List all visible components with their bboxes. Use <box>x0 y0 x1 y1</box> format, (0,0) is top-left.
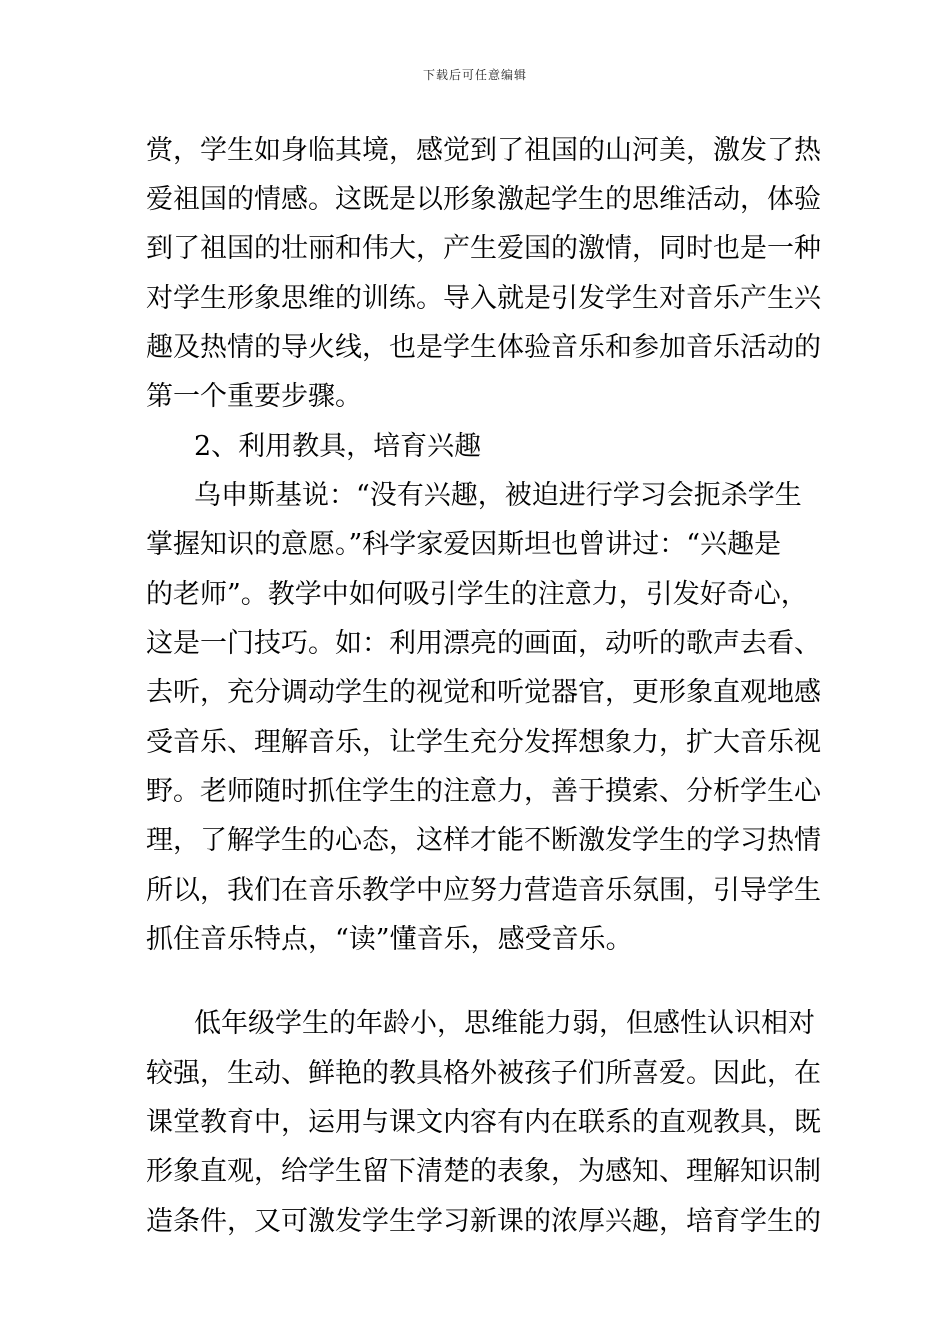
text-line: 去听，充分调动学生的视觉和听觉器官，更形象直观地感 <box>146 677 821 708</box>
text-line: 掌握知识的意愿。”科学家爱因斯坦也曾讲过：“兴趣是 <box>146 529 782 560</box>
text-line: 赏，学生如身临其境，感觉到了祖国的山河美，激发了热 <box>146 135 821 166</box>
text-line: 抓住音乐特点，“读”懂音乐，感受音乐。 <box>146 924 633 955</box>
section-heading: 2、利用教具，培育兴趣 <box>194 431 482 462</box>
text-line: 课堂教育中，运用与课文内容有内在联系的直观教具，既 <box>146 1107 821 1138</box>
text-line: 较强，生动、鲜艳的教具格外被孩子们所喜爱。因此，在 <box>146 1058 821 1089</box>
text-line: 第一个重要步骤。 <box>146 381 362 412</box>
text-line: 爱祖国的情感。这既是以形象激起学生的思维活动，体验 <box>146 184 821 215</box>
text-line: 对学生形象思维的训练。导入就是引发学生对音乐产生兴 <box>146 283 821 314</box>
text-line: 到了祖国的壮丽和伟大，产生爱国的激情，同时也是一种 <box>146 233 821 264</box>
text-line: 乌申斯基说：“没有兴趣，被迫进行学习会扼杀学生 <box>194 480 802 511</box>
text-line: 理，了解学生的心态，这样才能不断激发学生的学习热情 <box>146 825 821 856</box>
text-line: 形象直观，给学生留下清楚的表象，为感知、理解知识制 <box>146 1156 821 1187</box>
text-line: 造条件，又可激发学生学习新课的浓厚兴趣，培育学生的 <box>146 1206 821 1237</box>
text-line: 趣及热情的导火线，也是学生体验音乐和参加音乐活动的 <box>146 332 821 363</box>
text-line: 这是一门技巧。如：利用漂亮的画面，动听的歌声去看、 <box>146 628 821 659</box>
text-line: 受音乐、理解音乐，让学生充分发挥想象力，扩大音乐视 <box>146 727 821 758</box>
text-line: 所以，我们在音乐教学中应努力营造音乐氛围，引导学生 <box>146 875 821 906</box>
page-header: 下载后可任意编辑 <box>422 68 527 82</box>
text-line: 野。老师随时抓住学生的注意力，善于摸索、分析学生心 <box>146 776 821 807</box>
text-line: 低年级学生的年龄小，思维能力弱，但感性认识相对 <box>194 1008 815 1039</box>
text-line: 的老师”。教学中如何吸引学生的注意力，引发好奇心， <box>146 579 808 610</box>
